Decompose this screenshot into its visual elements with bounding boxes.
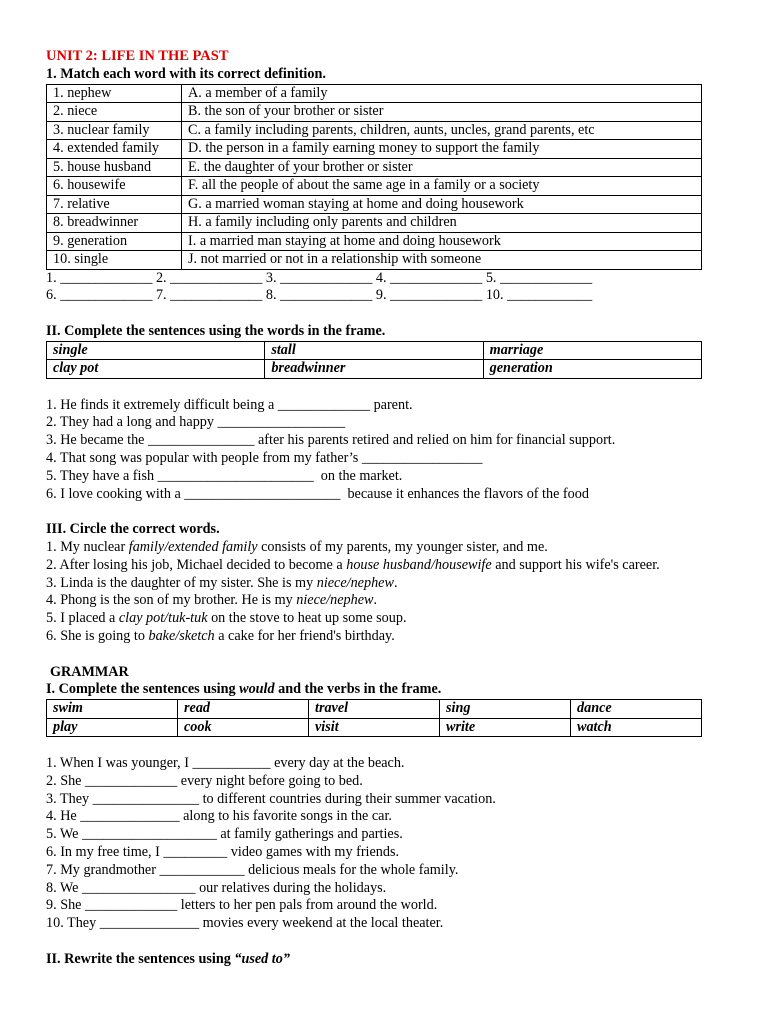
answer-line-1: 1. _____________ 2. _____________ 3. _____________ 4. _____________ 5. _____________ (46, 269, 593, 286)
section2-sentences (46, 397, 702, 504)
sentence-line: 2. They had a long and happy __________________ (46, 414, 346, 431)
sentence-line: 1. He finds it extremely difficult being a _____________ parent. (46, 396, 413, 413)
section1-heading: 1. Match each word with its correct definition. (46, 65, 326, 82)
sentence-line: 4. That song was popular with people from my father’s _________________ (46, 449, 483, 466)
sentence-line: 7. My grandmother ____________ delicious meals for the whole family. (46, 861, 459, 878)
word-cell: 6. housewife (47, 177, 182, 196)
frame-word-cell: stall (265, 341, 483, 360)
frame-word-cell: swim (47, 700, 178, 719)
word-choice[interactable]: niece/nephew (316, 574, 394, 591)
table-row (47, 341, 702, 360)
frame-word-cell: visit (309, 718, 440, 737)
item-text: and support his wife's career. (491, 556, 660, 573)
definition-cell: F. all the people of about the same age in a family or a society (182, 177, 702, 196)
verb-frame-table (46, 699, 702, 737)
table-row (47, 84, 702, 103)
word-cell: 1. nephew (47, 84, 182, 103)
section3-items (46, 539, 702, 646)
frame-word-cell: read (178, 700, 309, 719)
grammar-title: GRAMMAR (50, 663, 129, 680)
sentence-line: 3. He became the _______________ after his parents retired and relied on him for financial support. (46, 432, 616, 449)
heading-text: I. Complete the sentences using (46, 681, 240, 698)
word-cell: 4. extended family (47, 140, 182, 159)
heading-text: II. Rewrite the sentences using (46, 950, 235, 967)
word-cell: 8. breadwinner (47, 214, 182, 233)
frame-word-cell: travel (309, 700, 440, 719)
frame-word-cell: watch (571, 718, 702, 737)
word-cell: 7. relative (47, 195, 182, 214)
item-text: 2. After losing his job, Michael decided to become a (46, 556, 347, 573)
word-choice[interactable]: family/extended family (128, 538, 258, 555)
table-row (47, 214, 702, 233)
grammar-section1-heading (46, 681, 702, 699)
word-choice[interactable]: clay pot/tuk-tuk (118, 610, 208, 627)
grammar-section2-heading (46, 951, 702, 969)
matching-table (46, 84, 702, 270)
word-cell: 3. nuclear family (47, 121, 182, 140)
heading-text: and the verbs in the frame. (274, 681, 442, 698)
table-row (47, 140, 702, 159)
circle-item (46, 575, 702, 593)
circle-item (46, 592, 702, 610)
item-text: 6. She is going to (46, 627, 149, 644)
word-choice[interactable]: house husband/housewife (346, 556, 492, 573)
definition-cell: C. a family including parents, children, aunts, uncles, grand parents, etc (182, 121, 702, 140)
sentence-line: 8. We ________________ our relatives during the holidays. (46, 879, 387, 896)
heading-emphasis: “used to” (234, 950, 290, 967)
unit-title: UNIT 2: LIFE IN THE PAST (46, 48, 229, 64)
frame-word-cell: marriage (483, 341, 701, 360)
table-row (47, 251, 702, 270)
circle-item (46, 557, 702, 575)
item-text: 5. I placed a (46, 610, 119, 627)
sentence-line: 5. We ___________________ at family gatherings and parties. (46, 826, 403, 843)
word-cell: 2. niece (47, 103, 182, 122)
item-text: . (373, 592, 378, 609)
frame-word-cell: sing (440, 700, 571, 719)
frame-word-cell: play (47, 718, 178, 737)
sentence-line: 6. In my free time, I _________ video games with my friends. (46, 843, 400, 860)
frame-word-cell: breadwinner (265, 360, 483, 379)
sentence-line: 1. When I was younger, I ___________ every day at the beach. (46, 754, 405, 771)
sentence-line: 6. I love cooking with a ______________________ because it enhances the flavors of the food (46, 485, 589, 502)
word-cell: 5. house husband (47, 158, 182, 177)
frame-word-cell: generation (483, 360, 701, 379)
definition-cell: A. a member of a family (182, 84, 702, 103)
section3-heading: III. Circle the correct words. (46, 521, 220, 538)
sentence-line: 9. She _____________ letters to her pen pals from around the world. (46, 897, 438, 914)
definition-cell: H. a family including only parents and children (182, 214, 702, 233)
sentence-line: 5. They have a fish ______________________ on the market. (46, 467, 403, 484)
item-text: . (393, 574, 398, 591)
sentence-line: 4. He ______________ along to his favorite songs in the car. (46, 808, 392, 825)
sentence-line: 2. She _____________ every night before going to bed. (46, 772, 363, 789)
table-row (47, 103, 702, 122)
table-row (47, 718, 702, 737)
item-text: on the stove to heat up some soup. (207, 610, 407, 627)
table-row (47, 700, 702, 719)
table-row (47, 177, 702, 196)
circle-item (46, 628, 702, 646)
definition-cell: G. a married woman staying at home and doing housework (182, 195, 702, 214)
table-row (47, 121, 702, 140)
frame-word-cell: write (440, 718, 571, 737)
item-text: a cake for her friend's birthday. (214, 627, 395, 644)
heading-emphasis: would (239, 681, 275, 698)
item-text: 4. Phong is the son of my brother. He is my (46, 592, 297, 609)
sentence-line: 10. They ______________ movies every weekend at the local theater. (46, 915, 444, 932)
item-text: 3. Linda is the daughter of my sister. She is my (46, 574, 317, 591)
frame-word-cell: clay pot (47, 360, 265, 379)
definition-cell: J. not married or not in a relationship with someone (182, 251, 702, 270)
frame-word-cell: dance (571, 700, 702, 719)
word-frame-table (46, 341, 702, 379)
word-cell: 9. generation (47, 232, 182, 251)
definition-cell: B. the son of your brother or sister (182, 103, 702, 122)
circle-item (46, 539, 702, 557)
answer-line-2: 6. _____________ 7. _____________ 8. _____________ 9. _____________ 10. ____________ (46, 287, 593, 304)
table-row (47, 232, 702, 251)
section2-heading: II. Complete the sentences using the words in the frame. (46, 322, 386, 339)
sentence-line: 3. They _______________ to different countries during their summer vacation. (46, 790, 496, 807)
definition-cell: E. the daughter of your brother or sister (182, 158, 702, 177)
table-row (47, 195, 702, 214)
circle-item (46, 610, 702, 628)
frame-word-cell: cook (178, 718, 309, 737)
word-cell: 10. single (47, 251, 182, 270)
grammar-sentences (46, 755, 702, 933)
item-text: consists of my parents, my younger sister, and me. (257, 538, 548, 555)
frame-word-cell: single (47, 341, 265, 360)
word-choice[interactable]: niece/nephew (296, 592, 374, 609)
definition-cell: I. a married man staying at home and doing housework (182, 232, 702, 251)
word-choice[interactable]: bake/sketch (148, 627, 215, 644)
item-text: 1. My nuclear (46, 538, 129, 555)
definition-cell: D. the person in a family earning money to support the family (182, 140, 702, 159)
table-row (47, 360, 702, 379)
table-row (47, 158, 702, 177)
